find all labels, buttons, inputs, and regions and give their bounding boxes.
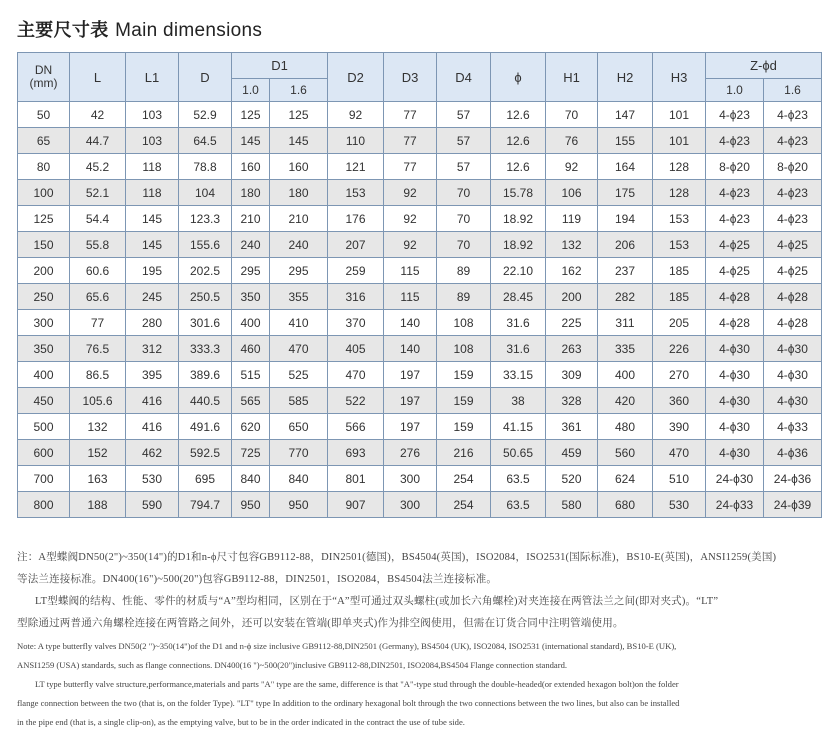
cell-h2: 400	[598, 362, 653, 388]
cell-l: 54.4	[70, 206, 126, 232]
cell-l1: 280	[126, 310, 179, 336]
cell-h2: 194	[598, 206, 653, 232]
cell-phi: 15.78	[491, 180, 546, 206]
cell-z-pn16: 4-ϕ33	[764, 414, 822, 440]
cell-d1-pn16: 145	[270, 128, 328, 154]
header-h1: H1	[546, 53, 598, 102]
cell-d: 794.7	[179, 492, 232, 518]
cell-d1-pn10: 460	[232, 336, 270, 362]
cell-d3: 77	[384, 102, 437, 128]
cell-d2: 522	[328, 388, 384, 414]
cell-l1: 118	[126, 154, 179, 180]
cell-phi: 63.5	[491, 466, 546, 492]
cell-d4: 70	[437, 206, 491, 232]
cell-l: 65.6	[70, 284, 126, 310]
cell-z-pn16: 4-ϕ30	[764, 388, 822, 414]
cell-dn: 450	[18, 388, 70, 414]
cell-z-pn10: 4-ϕ28	[706, 310, 764, 336]
cell-d: 592.5	[179, 440, 232, 466]
cell-h2: 147	[598, 102, 653, 128]
cell-z-pn16: 4-ϕ36	[764, 440, 822, 466]
cell-h1: 580	[546, 492, 598, 518]
title-cn: 主要尺寸表	[17, 20, 109, 41]
cell-d4: 89	[437, 258, 491, 284]
cell-d: 301.6	[179, 310, 232, 336]
cell-z-pn16: 4-ϕ30	[764, 336, 822, 362]
cell-d: 491.6	[179, 414, 232, 440]
cell-z-pn10: 4-ϕ23	[706, 206, 764, 232]
cell-d2: 405	[328, 336, 384, 362]
header-h2: H2	[598, 53, 653, 102]
cell-dn: 80	[18, 154, 70, 180]
notes-section	[17, 547, 829, 732]
header-d4: D4	[437, 53, 491, 102]
cell-l: 55.8	[70, 232, 126, 258]
cell-h2: 420	[598, 388, 653, 414]
cell-d1-pn16: 240	[270, 232, 328, 258]
cell-d: 155.6	[179, 232, 232, 258]
cell-d1-pn10: 210	[232, 206, 270, 232]
cell-d3: 197	[384, 388, 437, 414]
table-row	[18, 336, 822, 362]
note-cn-line: LT型蝶阀的结构、性能、零件的材质与“A”型均相同，区别在于“A”型可通过双头螺柱(或加长六角螺栓)对夹连接在两管法兰之间(即对夹式)。“LT”	[35, 596, 719, 607]
header-l: L	[70, 53, 126, 102]
note-en-line: in the pipe end (that is, a single clip-on), as the emptying valve, but to be in the order indicated in the contract the use of tube side.	[17, 717, 465, 727]
cell-d1-pn10: 620	[232, 414, 270, 440]
cell-h1: 459	[546, 440, 598, 466]
cell-h3: 101	[653, 102, 706, 128]
cell-d1-pn10: 400	[232, 310, 270, 336]
cell-d4: 57	[437, 154, 491, 180]
cell-dn: 250	[18, 284, 70, 310]
cell-dn: 100	[18, 180, 70, 206]
cell-d3: 140	[384, 310, 437, 336]
cell-dn: 200	[18, 258, 70, 284]
cell-dn: 700	[18, 466, 70, 492]
cell-z-pn10: 4-ϕ30	[706, 414, 764, 440]
cell-d: 695	[179, 466, 232, 492]
cell-d3: 92	[384, 206, 437, 232]
cell-dn: 400	[18, 362, 70, 388]
cell-h2: 335	[598, 336, 653, 362]
cell-d4: 70	[437, 180, 491, 206]
cell-d2: 316	[328, 284, 384, 310]
cell-d1-pn16: 355	[270, 284, 328, 310]
cell-l1: 416	[126, 388, 179, 414]
cell-d4: 57	[437, 128, 491, 154]
note-en-line: LT type butterfly valve structure,performance,materials and parts "A" type are the same, difference is that "A"-type stud through the double-headed(or extended hexagon bolt)on the folder	[35, 679, 679, 689]
cell-d4: 70	[437, 232, 491, 258]
dimensions-table	[17, 52, 822, 518]
cell-d1-pn10: 125	[232, 102, 270, 128]
cell-d: 104	[179, 180, 232, 206]
cell-l1: 462	[126, 440, 179, 466]
header-z-pn16: 1.6	[764, 79, 822, 102]
cell-z-pn10: 24-ϕ33	[706, 492, 764, 518]
cell-z-pn10: 4-ϕ25	[706, 232, 764, 258]
cell-d1-pn16: 840	[270, 466, 328, 492]
cell-l: 188	[70, 492, 126, 518]
cell-dn: 300	[18, 310, 70, 336]
cell-l: 132	[70, 414, 126, 440]
cell-l: 42	[70, 102, 126, 128]
note-en-line: Note: A type butterfly valves DN50(2 ")~350(14")of the D1 and n-ϕ size inclusive GB9112-88,DIN2501 (Germany), BS4504 (UK), ISO2084, ISO2531 (international standard), BS10-E (UK),	[17, 641, 677, 651]
cell-d2: 470	[328, 362, 384, 388]
cell-d4: 108	[437, 336, 491, 362]
cell-phi: 33.15	[491, 362, 546, 388]
cell-d3: 92	[384, 180, 437, 206]
cell-d2: 121	[328, 154, 384, 180]
cell-d1-pn16: 125	[270, 102, 328, 128]
table-row	[18, 154, 822, 180]
cell-d1-pn16: 210	[270, 206, 328, 232]
cell-d4: 159	[437, 362, 491, 388]
cell-h1: 92	[546, 154, 598, 180]
title-en: Main dimensions	[115, 20, 263, 41]
note-en-line: flange connection between the two (that is, on the folder Type). "LT" type In addition to the ordinary hexagonal bolt through the two connections between the two lines, but also can be installed	[17, 698, 680, 708]
table-row	[18, 440, 822, 466]
header-l1: L1	[126, 53, 179, 102]
cell-phi: 41.15	[491, 414, 546, 440]
table-row	[18, 362, 822, 388]
cell-dn: 65	[18, 128, 70, 154]
cell-z-pn16: 4-ϕ28	[764, 284, 822, 310]
cell-z-pn16: 24-ϕ39	[764, 492, 822, 518]
cell-d4: 159	[437, 388, 491, 414]
table-body	[18, 102, 822, 518]
cell-h3: 185	[653, 258, 706, 284]
cell-h1: 200	[546, 284, 598, 310]
cell-z-pn16: 4-ϕ28	[764, 310, 822, 336]
cell-d4: 89	[437, 284, 491, 310]
table-row	[18, 128, 822, 154]
cell-h2: 560	[598, 440, 653, 466]
cell-l1: 118	[126, 180, 179, 206]
cell-z-pn10: 4-ϕ28	[706, 284, 764, 310]
cell-l: 163	[70, 466, 126, 492]
cell-dn: 600	[18, 440, 70, 466]
cell-d2: 153	[328, 180, 384, 206]
cell-z-pn10: 4-ϕ30	[706, 388, 764, 414]
cell-d3: 77	[384, 128, 437, 154]
cell-dn: 800	[18, 492, 70, 518]
cell-h1: 263	[546, 336, 598, 362]
cell-l: 152	[70, 440, 126, 466]
cell-d3: 197	[384, 414, 437, 440]
cell-d1-pn16: 410	[270, 310, 328, 336]
table-row	[18, 180, 822, 206]
cell-l1: 416	[126, 414, 179, 440]
cell-h3: 101	[653, 128, 706, 154]
cell-l1: 145	[126, 232, 179, 258]
cell-d1-pn16: 525	[270, 362, 328, 388]
cell-h1: 132	[546, 232, 598, 258]
cell-h2: 206	[598, 232, 653, 258]
cell-h3: 530	[653, 492, 706, 518]
cell-dn: 500	[18, 414, 70, 440]
cell-l1: 195	[126, 258, 179, 284]
cell-h2: 175	[598, 180, 653, 206]
cell-d1-pn16: 180	[270, 180, 328, 206]
cell-l: 76.5	[70, 336, 126, 362]
cell-dn: 50	[18, 102, 70, 128]
cell-phi: 12.6	[491, 154, 546, 180]
cell-h1: 309	[546, 362, 598, 388]
cell-l1: 245	[126, 284, 179, 310]
cell-d1-pn10: 950	[232, 492, 270, 518]
cell-d: 389.6	[179, 362, 232, 388]
cell-d4: 57	[437, 102, 491, 128]
cell-dn: 150	[18, 232, 70, 258]
cell-l: 77	[70, 310, 126, 336]
cell-h3: 185	[653, 284, 706, 310]
cell-z-pn16: 4-ϕ23	[764, 102, 822, 128]
cell-h3: 390	[653, 414, 706, 440]
cell-l: 44.7	[70, 128, 126, 154]
cell-z-pn10: 4-ϕ23	[706, 180, 764, 206]
header-d: D	[179, 53, 232, 102]
cell-l: 52.1	[70, 180, 126, 206]
cell-l1: 103	[126, 102, 179, 128]
cell-phi: 12.6	[491, 102, 546, 128]
table-row	[18, 388, 822, 414]
cell-d1-pn10: 180	[232, 180, 270, 206]
table-row	[18, 492, 822, 518]
table-row	[18, 206, 822, 232]
cell-z-pn16: 4-ϕ23	[764, 180, 822, 206]
cell-h3: 510	[653, 466, 706, 492]
note-cn-line: 型除通过两普通六角螺栓连接在两管路之间外，还可以安装在管端(即单夹式)作为排空阀使用，但需在订货合同中注明管端使用。	[17, 618, 624, 629]
cell-d1-pn10: 145	[232, 128, 270, 154]
table-row	[18, 466, 822, 492]
cell-phi: 22.10	[491, 258, 546, 284]
cell-l: 45.2	[70, 154, 126, 180]
cell-d4: 254	[437, 492, 491, 518]
cell-h2: 155	[598, 128, 653, 154]
cell-h1: 361	[546, 414, 598, 440]
cell-d: 123.3	[179, 206, 232, 232]
cell-phi: 38	[491, 388, 546, 414]
cell-h1: 328	[546, 388, 598, 414]
cell-d3: 300	[384, 492, 437, 518]
cell-d: 64.5	[179, 128, 232, 154]
cell-l1: 312	[126, 336, 179, 362]
cell-d2: 259	[328, 258, 384, 284]
header-phi: ϕ	[491, 53, 546, 102]
cell-d1-pn10: 160	[232, 154, 270, 180]
header-dn: DN (mm)	[18, 53, 70, 102]
cell-d2: 801	[328, 466, 384, 492]
cell-z-pn16: 4-ϕ23	[764, 206, 822, 232]
cell-z-pn16: 4-ϕ30	[764, 362, 822, 388]
cell-l: 105.6	[70, 388, 126, 414]
cell-d2: 907	[328, 492, 384, 518]
table-row	[18, 414, 822, 440]
cell-d1-pn16: 295	[270, 258, 328, 284]
cell-l: 60.6	[70, 258, 126, 284]
cell-h1: 225	[546, 310, 598, 336]
cell-d3: 115	[384, 284, 437, 310]
cell-z-pn16: 24-ϕ36	[764, 466, 822, 492]
cell-z-pn16: 8-ϕ20	[764, 154, 822, 180]
cell-d2: 370	[328, 310, 384, 336]
cell-d4: 108	[437, 310, 491, 336]
cell-dn: 125	[18, 206, 70, 232]
cell-d1-pn16: 585	[270, 388, 328, 414]
cell-d: 52.9	[179, 102, 232, 128]
cell-d3: 197	[384, 362, 437, 388]
note-en-line: ANSI1259 (USA) standards, such as flange connections. DN400(16 ")~500(20")inclusive GB9112-88,DIN2501, ISO2084,BS4504 Flange connection standard.	[17, 660, 568, 670]
cell-l1: 145	[126, 206, 179, 232]
cell-d1-pn10: 515	[232, 362, 270, 388]
table-row	[18, 102, 822, 128]
cell-z-pn10: 4-ϕ23	[706, 128, 764, 154]
cell-h1: 106	[546, 180, 598, 206]
cell-d1-pn10: 240	[232, 232, 270, 258]
cell-d1-pn16: 160	[270, 154, 328, 180]
cell-phi: 50.65	[491, 440, 546, 466]
table-row	[18, 310, 822, 336]
header-d3: D3	[384, 53, 437, 102]
cell-d2: 110	[328, 128, 384, 154]
cell-z-pn10: 4-ϕ30	[706, 336, 764, 362]
cell-d2: 207	[328, 232, 384, 258]
cell-z-pn10: 4-ϕ30	[706, 440, 764, 466]
cell-l1: 590	[126, 492, 179, 518]
cell-d1-pn16: 950	[270, 492, 328, 518]
cell-h3: 226	[653, 336, 706, 362]
cell-h3: 470	[653, 440, 706, 466]
header-d1: D1	[232, 53, 328, 79]
cell-d1-pn16: 470	[270, 336, 328, 362]
cell-z-pn10: 8-ϕ20	[706, 154, 764, 180]
cell-phi: 12.6	[491, 128, 546, 154]
cell-d3: 115	[384, 258, 437, 284]
header-h3: H3	[653, 53, 706, 102]
cell-h2: 480	[598, 414, 653, 440]
cell-phi: 28.45	[491, 284, 546, 310]
cell-h3: 205	[653, 310, 706, 336]
cell-d3: 140	[384, 336, 437, 362]
cell-d1-pn10: 725	[232, 440, 270, 466]
cell-d1-pn10: 350	[232, 284, 270, 310]
header-z-pn10: 1.0	[706, 79, 764, 102]
cell-l1: 103	[126, 128, 179, 154]
cell-h3: 153	[653, 206, 706, 232]
cell-h2: 680	[598, 492, 653, 518]
cell-phi: 18.92	[491, 206, 546, 232]
header-d1-pn16: 1.6	[270, 79, 328, 102]
cell-l1: 395	[126, 362, 179, 388]
cell-phi: 18.92	[491, 232, 546, 258]
cell-z-pn16: 4-ϕ25	[764, 232, 822, 258]
cell-d4: 216	[437, 440, 491, 466]
cell-d4: 254	[437, 466, 491, 492]
cell-phi: 31.6	[491, 310, 546, 336]
cell-l1: 530	[126, 466, 179, 492]
cell-d: 333.3	[179, 336, 232, 362]
cell-l: 86.5	[70, 362, 126, 388]
cell-d3: 276	[384, 440, 437, 466]
cell-d: 202.5	[179, 258, 232, 284]
cell-d2: 92	[328, 102, 384, 128]
cell-h2: 311	[598, 310, 653, 336]
cell-h2: 237	[598, 258, 653, 284]
cell-z-pn10: 4-ϕ25	[706, 258, 764, 284]
cell-h1: 119	[546, 206, 598, 232]
cell-z-pn10: 4-ϕ30	[706, 362, 764, 388]
cell-h1: 520	[546, 466, 598, 492]
cell-d1-pn10: 840	[232, 466, 270, 492]
cell-d1-pn10: 295	[232, 258, 270, 284]
cell-z-pn16: 4-ϕ23	[764, 128, 822, 154]
table-row	[18, 232, 822, 258]
cell-h2: 164	[598, 154, 653, 180]
cell-d2: 176	[328, 206, 384, 232]
cell-z-pn10: 24-ϕ30	[706, 466, 764, 492]
note-cn-line: 等法兰连接标准。DN400(16")~500(20")包容GB9112-88，DIN2501，ISO2084，BS4504法兰连接标准。	[17, 574, 498, 585]
cell-h1: 76	[546, 128, 598, 154]
cell-h2: 282	[598, 284, 653, 310]
cell-z-pn10: 4-ϕ23	[706, 102, 764, 128]
cell-d: 250.5	[179, 284, 232, 310]
cell-d4: 159	[437, 414, 491, 440]
cell-phi: 31.6	[491, 336, 546, 362]
cell-h2: 624	[598, 466, 653, 492]
header-d2: D2	[328, 53, 384, 102]
cell-d2: 693	[328, 440, 384, 466]
cell-h3: 360	[653, 388, 706, 414]
header-z-phi-d: Z-ϕd	[706, 53, 822, 79]
cell-d2: 566	[328, 414, 384, 440]
cell-d1-pn10: 565	[232, 388, 270, 414]
cell-d: 78.8	[179, 154, 232, 180]
cell-d1-pn16: 650	[270, 414, 328, 440]
cell-z-pn16: 4-ϕ25	[764, 258, 822, 284]
cell-phi: 63.5	[491, 492, 546, 518]
table-row	[18, 284, 822, 310]
cell-h1: 70	[546, 102, 598, 128]
cell-d3: 77	[384, 154, 437, 180]
cell-h1: 162	[546, 258, 598, 284]
cell-d1-pn16: 770	[270, 440, 328, 466]
cell-h3: 128	[653, 180, 706, 206]
cell-d: 440.5	[179, 388, 232, 414]
page-title	[17, 16, 262, 42]
cell-d3: 92	[384, 232, 437, 258]
header-d1-pn10: 1.0	[232, 79, 270, 102]
table-row	[18, 258, 822, 284]
note-cn-line: 注：A型蝶阀DN50(2")~350(14")的D1和n-ϕ尺寸包容GB9112-88，DIN2501(德国)，BS4504(英国)，ISO2084，ISO2531(国际标准)，BS10-E(英国)，ANSI1259(美国)	[17, 552, 777, 563]
cell-h3: 270	[653, 362, 706, 388]
cell-dn: 350	[18, 336, 70, 362]
cell-h3: 153	[653, 232, 706, 258]
cell-h3: 128	[653, 154, 706, 180]
cell-d3: 300	[384, 466, 437, 492]
